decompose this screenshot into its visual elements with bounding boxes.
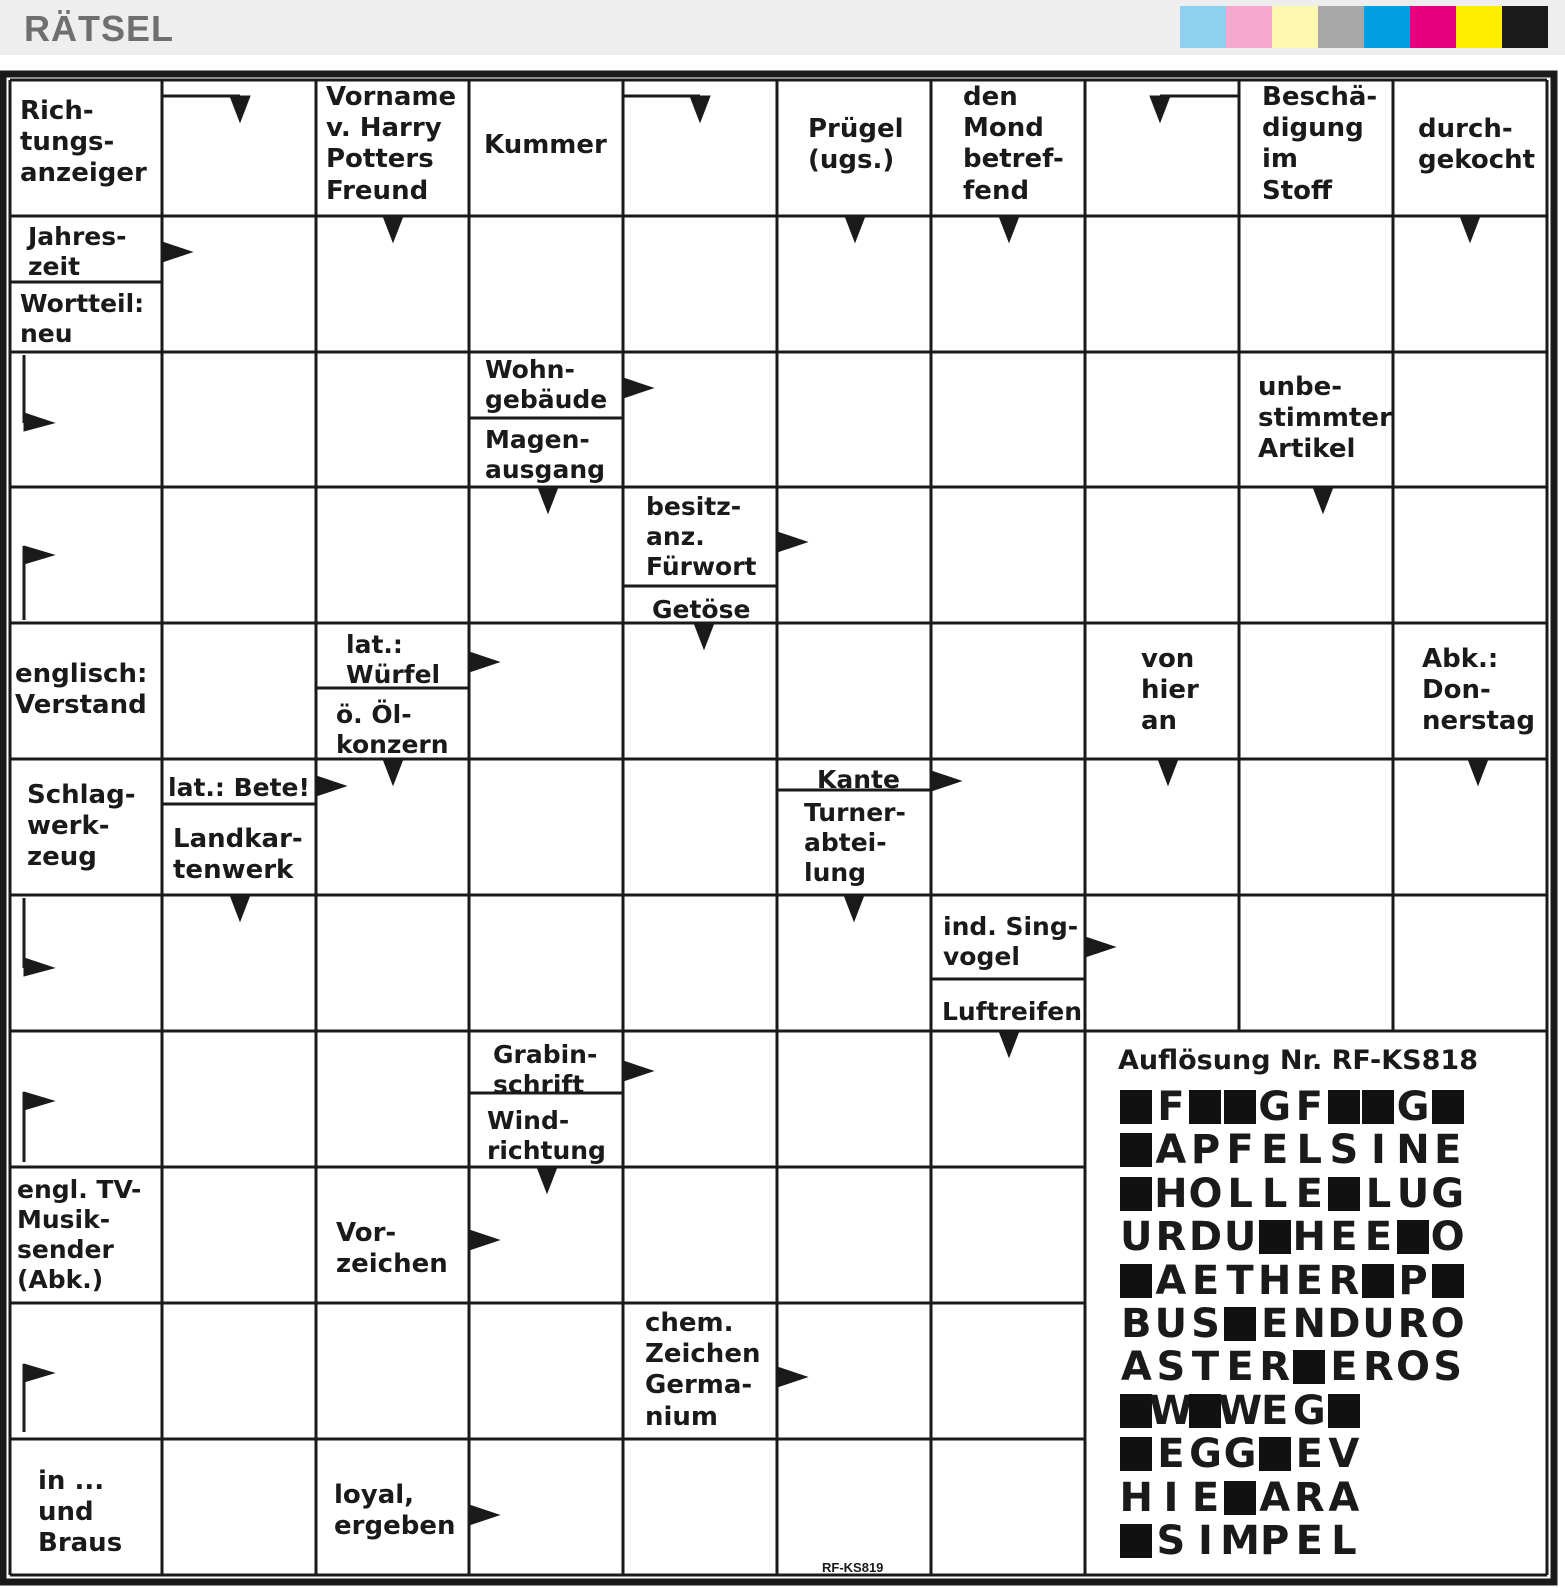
direction-arrow — [1085, 937, 1115, 957]
direction-arrow — [24, 1092, 54, 1110]
solution-letter: E — [1295, 1431, 1323, 1478]
solution-letter: U — [1396, 1170, 1430, 1217]
direction-arrow — [469, 1230, 499, 1250]
solution-block — [1119, 1261, 1154, 1301]
clue-vonhieran: von hier an — [1141, 644, 1199, 737]
direction-arrow — [690, 96, 710, 122]
solution-letter: A — [1328, 1474, 1360, 1521]
solution-block — [1327, 1391, 1362, 1431]
solution-letter: E — [1295, 1170, 1323, 1217]
clue-beschaedigung: Beschä- digung im Stoff — [1262, 82, 1378, 206]
clue-singvogel: ind. Sing- vogel — [943, 912, 1079, 971]
direction-arrow — [844, 895, 864, 921]
solution-letter: A — [1155, 1257, 1187, 1304]
direction-arrow — [24, 413, 54, 431]
solution-letter: D — [1327, 1301, 1361, 1347]
solution-letter: U — [1154, 1301, 1188, 1347]
solution-letter: N — [1292, 1301, 1326, 1347]
solution-block — [1396, 1217, 1431, 1257]
solution-letter: S — [1156, 1518, 1186, 1564]
solution-letter: S — [1191, 1301, 1220, 1347]
solution-letter: R — [1363, 1344, 1394, 1391]
solution-letter: L — [1365, 1170, 1392, 1217]
solution-letter: E — [1226, 1344, 1254, 1391]
direction-arrow — [383, 216, 403, 242]
solution-block — [1327, 1087, 1362, 1127]
clue-getoese: Getöse — [652, 595, 751, 624]
solution-letter: L — [1331, 1518, 1357, 1564]
solution-block — [1257, 1434, 1292, 1474]
clue-bete: lat.: Bete! — [168, 773, 310, 802]
solution-letter: E — [1191, 1257, 1220, 1304]
solution-block — [1292, 1347, 1327, 1387]
solution-row — [1119, 1214, 1465, 1261]
solution-row — [1119, 1431, 1361, 1478]
clue-musiksender: engl. TV- Musik- sender (Abk.) — [17, 1175, 142, 1294]
solution-letter: G — [1431, 1170, 1465, 1217]
solution-letter: P — [1260, 1518, 1290, 1564]
direction-arrow — [777, 1367, 807, 1387]
solution-row — [1119, 1170, 1465, 1217]
solution-letter: E — [1330, 1344, 1358, 1391]
solution-letter: A — [1155, 1127, 1187, 1174]
solution-letter: U — [1120, 1214, 1153, 1261]
direction-arrow — [469, 1505, 499, 1525]
solution-letter: R — [1155, 1214, 1187, 1261]
direction-arrow — [931, 771, 961, 791]
direction-arrow — [230, 96, 250, 122]
clue-jahreszeit: Jahres- zeit — [28, 222, 127, 281]
solution-letter: G — [1223, 1431, 1257, 1478]
solution-letter: O — [1188, 1170, 1223, 1217]
solution-letter: F — [1295, 1084, 1323, 1130]
solution-row — [1119, 1257, 1465, 1304]
solution-letter: H — [1292, 1214, 1326, 1261]
clue-artikel: unbe- stimmter Artikel — [1258, 372, 1392, 465]
solution-letter: S — [1329, 1127, 1359, 1174]
solution-letter: L — [1261, 1170, 1288, 1217]
solution-letter: E — [1433, 1127, 1462, 1174]
solution-letter: I — [1198, 1518, 1213, 1564]
solution-letter: H — [1257, 1257, 1292, 1304]
solution-letter: G — [1258, 1084, 1292, 1130]
solution-letter: R — [1259, 1344, 1291, 1391]
solution-letter: E — [1295, 1257, 1323, 1304]
solution-letter: G — [1189, 1431, 1222, 1478]
clue-schlagwerkzeug: Schlag- werk- zeug — [27, 780, 136, 873]
clue-turner: Turner- abtei- lung — [804, 798, 906, 887]
direction-arrow — [1460, 216, 1480, 242]
direction-arrow — [24, 958, 54, 976]
solution-block — [1257, 1217, 1292, 1257]
direction-arrow — [538, 487, 558, 513]
solution-letter: I — [1163, 1474, 1179, 1521]
solution-letter: R — [1293, 1474, 1325, 1521]
solution-letter: V — [1328, 1431, 1360, 1478]
solution-block — [1119, 1130, 1154, 1170]
solution-block — [1119, 1087, 1154, 1127]
solution-letter: E — [1295, 1518, 1323, 1564]
solution-letter: M — [1220, 1518, 1260, 1564]
clue-kummer: Kummer — [484, 130, 607, 160]
clue-grabinschrift: Grabin- schrift — [493, 1040, 598, 1099]
direction-arrow — [230, 895, 250, 921]
direction-arrow — [537, 1167, 557, 1193]
solution-letter: G — [1292, 1387, 1326, 1434]
solution-letter: R — [1328, 1257, 1360, 1304]
solution-letter: T — [1191, 1344, 1220, 1391]
solution-letter: R — [1397, 1301, 1429, 1347]
clue-wuerfel: lat.: Würfel — [346, 630, 441, 689]
direction-arrow — [623, 1061, 653, 1081]
solution-letter: U — [1362, 1301, 1395, 1347]
solution-letter: L — [1296, 1127, 1323, 1174]
solution-block — [1119, 1521, 1154, 1561]
solution-row — [1119, 1301, 1465, 1347]
solution-letter: W — [1148, 1387, 1193, 1434]
solution-block — [1361, 1087, 1396, 1127]
solution-row — [1119, 1387, 1361, 1434]
solution-letter: H — [1154, 1170, 1188, 1217]
solution-letter: I — [1371, 1127, 1386, 1174]
solution-letter: A — [1259, 1474, 1291, 1521]
clue-durchgekocht: durch- gekocht — [1418, 114, 1536, 176]
direction-arrow — [845, 216, 865, 242]
solution-letter: E — [1330, 1214, 1358, 1261]
solution-block — [1327, 1174, 1362, 1214]
solution-letter: P — [1398, 1257, 1428, 1304]
solution-row — [1119, 1518, 1361, 1564]
direction-arrow — [1313, 487, 1333, 513]
direction-arrow — [24, 546, 54, 564]
solution-row — [1119, 1344, 1465, 1391]
puzzle-title: RÄTSEL — [24, 8, 174, 49]
solution-letter: S — [1433, 1344, 1463, 1391]
solution-title: Auflösung Nr. RF-KS818 — [1118, 1045, 1478, 1076]
solution-block — [1188, 1087, 1223, 1127]
solution-block — [1430, 1261, 1465, 1301]
clue-luftreifen: Luftreifen — [942, 997, 1083, 1026]
direction-arrow — [1468, 759, 1488, 785]
solution-letter: U — [1223, 1214, 1257, 1261]
direction-arrow — [999, 216, 1019, 242]
solution-row — [1119, 1127, 1465, 1174]
clue-richtungsanzeiger: Rich- tungs- anzeiger — [20, 96, 147, 189]
direction-arrow — [383, 759, 403, 785]
solution-letter: E — [1191, 1474, 1220, 1521]
clue-oelkonzern: ö. Öl- konzern — [336, 700, 449, 759]
solution-block — [1361, 1261, 1396, 1301]
direction-arrow — [316, 776, 346, 796]
solution-letter: O — [1430, 1301, 1465, 1347]
solution-block — [1223, 1304, 1258, 1344]
clue-windrichtung: Wind- richtung — [487, 1106, 606, 1165]
solution-letter: W — [1218, 1387, 1263, 1434]
clue-loyal: loyal, ergeben — [334, 1480, 456, 1542]
direction-arrow — [469, 652, 499, 672]
solution-block — [1119, 1174, 1154, 1214]
solution-letter: F — [1157, 1084, 1185, 1130]
solution-letter: O — [1396, 1344, 1431, 1391]
solution-letter: A — [1120, 1344, 1152, 1391]
direction-arrow — [694, 623, 714, 649]
solution-letter: E — [1261, 1127, 1289, 1174]
clue-mond: den Mond betref- fend — [963, 82, 1064, 206]
direction-arrow — [162, 242, 192, 262]
clue-magenausgang: Magen- ausgang — [485, 425, 606, 484]
clue-germanium: chem. Zeichen Germa- nium — [645, 1308, 761, 1432]
solution-block — [1223, 1478, 1258, 1518]
direction-arrow — [623, 378, 653, 398]
solution-letter: F — [1226, 1127, 1254, 1174]
solution-letter: O — [1430, 1214, 1465, 1261]
solution-letter: G — [1396, 1084, 1430, 1130]
solution-block — [1119, 1434, 1154, 1474]
clue-verstand: englisch: Verstand — [15, 659, 148, 721]
direction-arrow — [1158, 759, 1178, 785]
solution-letter: E — [1364, 1214, 1393, 1261]
clue-donnerstag: Abk.: Don- nerstag — [1422, 644, 1536, 737]
clue-vorzeichen: Vor- zeichen — [336, 1218, 448, 1280]
solution-letter: B — [1121, 1301, 1152, 1347]
clue-vorname: Vorname v. Harry Potters Freund — [326, 82, 457, 206]
direction-arrow — [24, 1364, 54, 1382]
clue-landkarte: Landkar- tenwerk — [173, 824, 303, 886]
solution-letter: S — [1156, 1344, 1186, 1391]
solution-letter: N — [1396, 1127, 1430, 1174]
clue-kante: Kante — [817, 765, 900, 794]
puzzle-code: RF-KS819 — [822, 1560, 884, 1575]
solution-letter: L — [1227, 1170, 1253, 1217]
solution-letter: E — [1261, 1387, 1289, 1434]
clue-pruegel: Prügel (ugs.) — [808, 114, 904, 176]
solution-letter: P — [1190, 1127, 1221, 1174]
clue-saus: in ... und Braus — [38, 1466, 123, 1559]
solution-letter: T — [1226, 1257, 1254, 1304]
solution-row — [1119, 1474, 1361, 1521]
clue-wohngebaeude: Wohn- gebäude — [485, 355, 608, 414]
direction-arrow — [1150, 96, 1170, 122]
solution-row — [1119, 1084, 1465, 1130]
solution-block — [1223, 1087, 1258, 1127]
direction-arrow — [999, 1031, 1019, 1057]
solution-letter: E — [1157, 1431, 1185, 1478]
solution-block — [1430, 1087, 1465, 1127]
clue-wortteil: Wortteil: neu — [20, 289, 145, 348]
solution-letter: E — [1261, 1301, 1289, 1347]
direction-arrow — [777, 532, 807, 552]
solution-letter: H — [1119, 1474, 1154, 1521]
clue-fuerwort: besitz- anz. Fürwort — [646, 492, 757, 581]
solution-letter: D — [1188, 1214, 1223, 1261]
